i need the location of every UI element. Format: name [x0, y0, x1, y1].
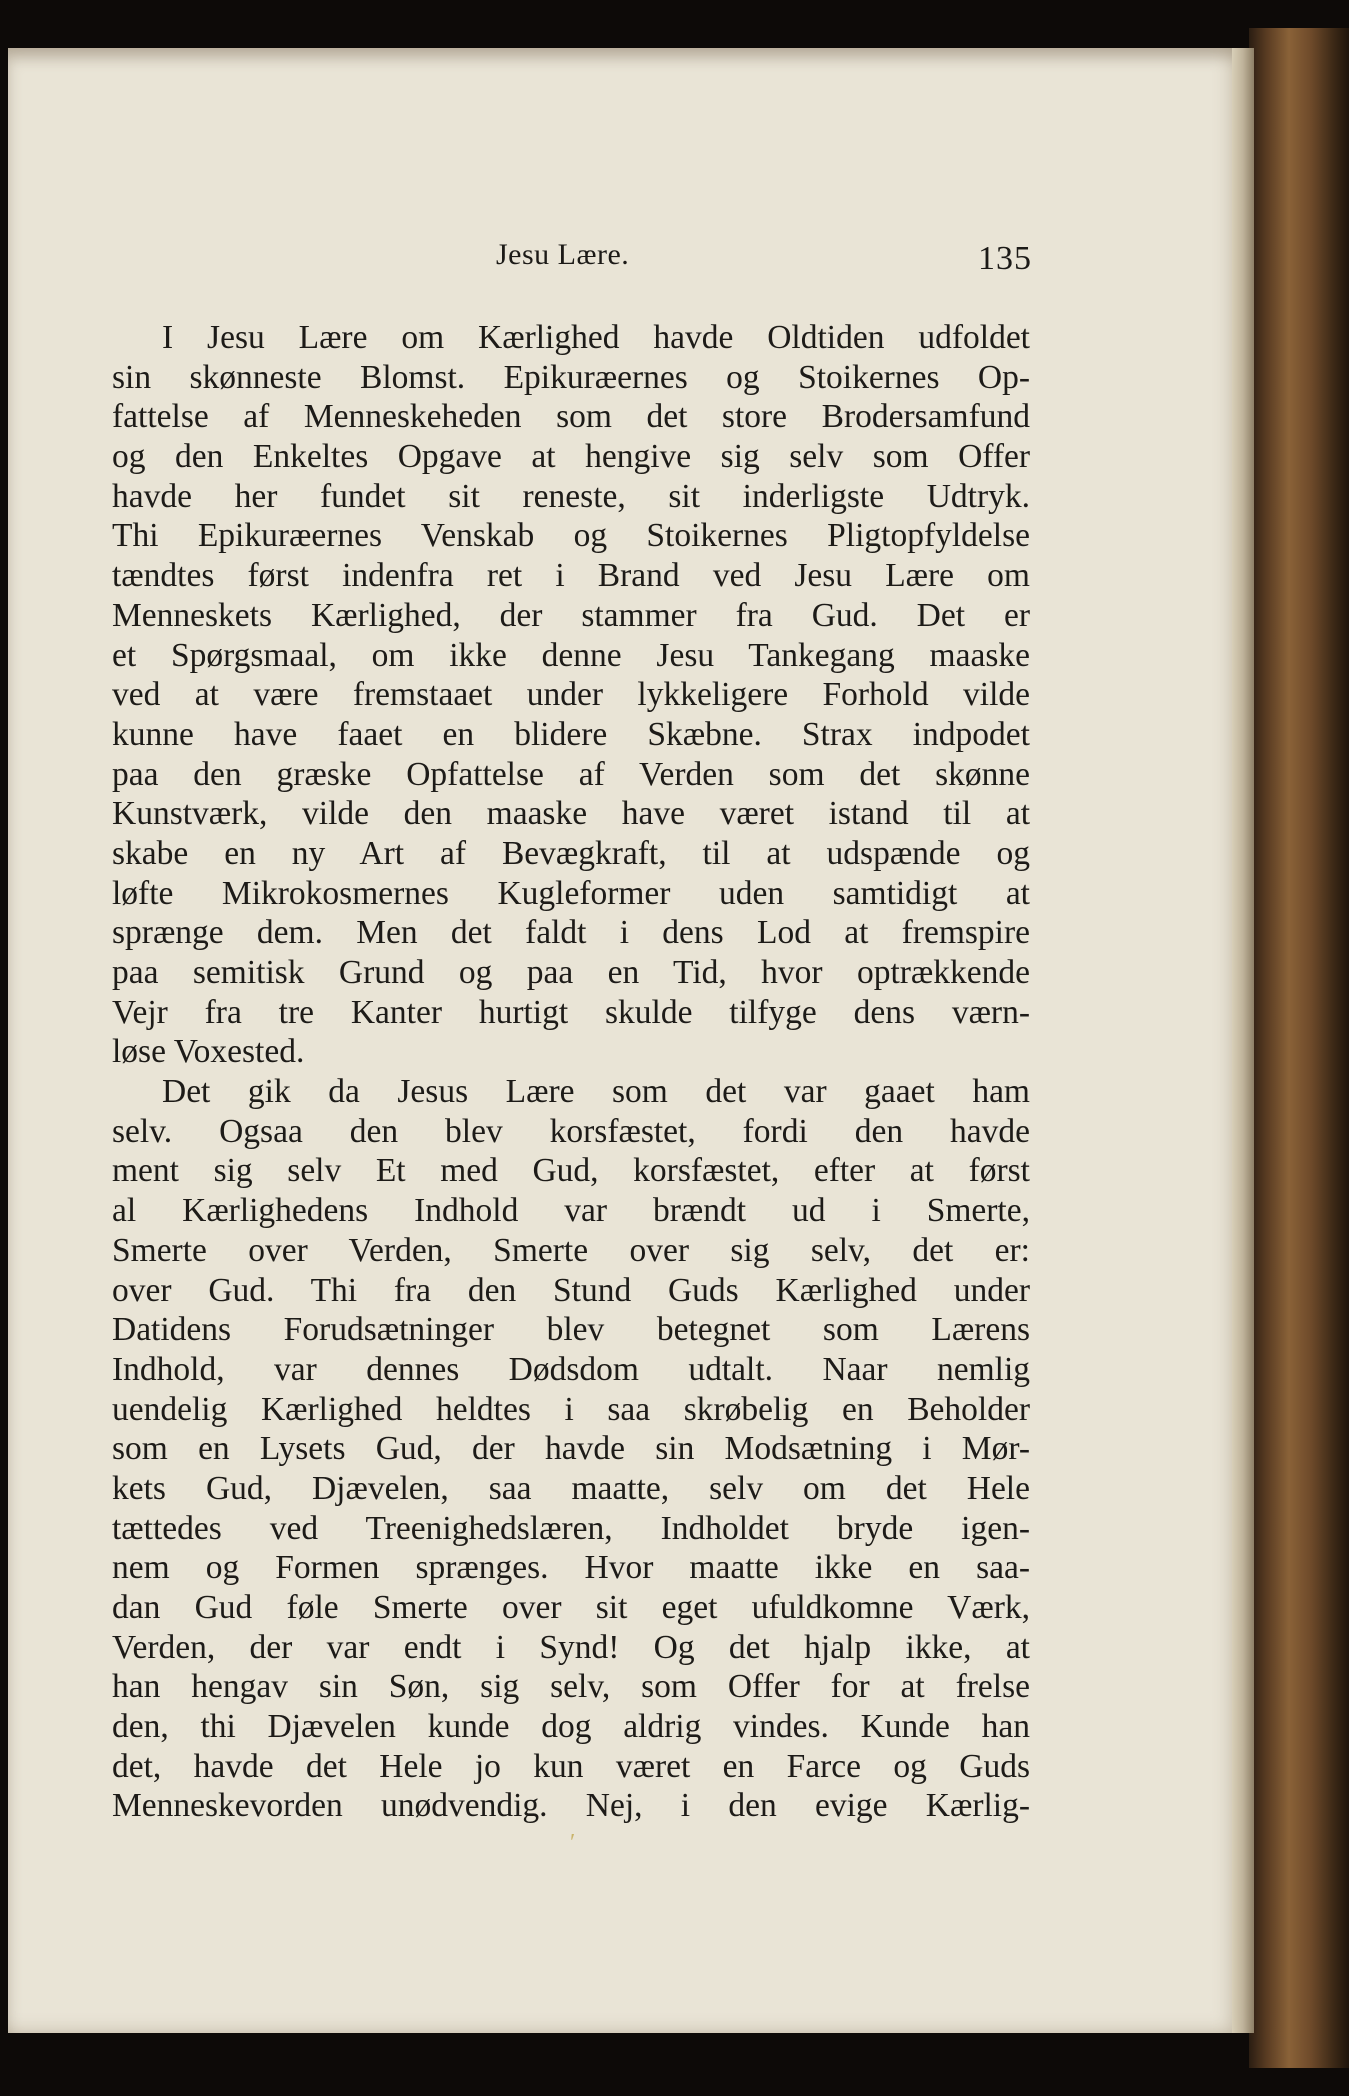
text-line: sprænge dem. Men det faldt i dens Lod at fremspire	[112, 914, 1030, 952]
text-line: selv. Ogsaa den blev korsfæstet, fordi den havde	[112, 1112, 1030, 1150]
text-line: over Gud. Thi fra den Stund Guds Kærlighed under	[112, 1271, 1030, 1309]
text-line: Det gik da Jesus Lære som det var gaaet ham	[162, 1073, 1030, 1111]
text-line: al Kærlighedens Indhold var brændt ud i Smerte,	[112, 1192, 1030, 1230]
text-line: Menneskets Kærlighed, der stammer fra Gud. Det er	[112, 596, 1030, 634]
text-line: som en Lysets Gud, der havde sin Modsætning i Mør-	[112, 1430, 1030, 1468]
text-line: Vejr fra tre Kanter hurtigt skulde tilfyge dens værn-	[112, 993, 1030, 1031]
text-line: han hengav sin Søn, sig selv, som Offer for at frelse	[112, 1668, 1030, 1706]
ink-speck: ′	[570, 1830, 576, 1856]
text-line: løfte Mikrokosmernes Kugleformer uden samtidigt at	[112, 874, 1030, 912]
text-line: kunne have faaet en blidere Skæbne. Strax indpodet	[112, 715, 1030, 753]
text-line: kets Gud, Djævelen, saa maatte, selv om det Hele	[112, 1469, 1030, 1507]
text-line: løse Voxested.	[112, 1033, 305, 1071]
text-line: Indhold, var dennes Dødsdom udtalt. Naar nemlig	[112, 1350, 1030, 1388]
text-line: paa semitisk Grund og paa en Tid, hvor optrækkende	[112, 954, 1030, 991]
text-line: og den Enkeltes Opgave at hengive sig selv som Offer	[112, 438, 1030, 476]
page-edge	[1232, 48, 1254, 2033]
text-line: ment sig selv Et med Gud, korsfæstet, efter at først	[112, 1152, 1030, 1190]
page-number: 135	[978, 240, 1032, 277]
text-line: Thi Epikuræernes Venskab og Stoikernes Pligtopfyldelse	[112, 517, 1030, 555]
text-line: ved at være fremstaaet under lykkeligere Forhold vilde	[112, 676, 1030, 714]
text-line: I Jesu Lære om Kærlighed havde Oldtiden udfoldet	[162, 319, 1030, 356]
book-spine	[1249, 28, 1349, 2068]
text-line: sin skønneste Blomst. Epikuræernes og Stoikernes Op-	[112, 358, 1030, 396]
text-line: paa den græske Opfattelse af Verden som det skønne	[112, 755, 1030, 793]
text-line: skabe en ny Art af Bevægkraft, til at udspænde og	[112, 834, 1030, 872]
page-body	[112, 318, 1030, 1826]
text-line: Verden, der var endt i Synd! Og det hjalp ikke, at	[112, 1628, 1030, 1666]
text-line: Smerte over Verden, Smerte over sig selv, det er:	[112, 1231, 1030, 1269]
text-line: havde her fundet sit reneste, sit inderligste Udtryk.	[112, 477, 1030, 515]
text-line: dan Gud føle Smerte over sit eget ufuldkomne Værk,	[112, 1589, 1030, 1626]
text-line: tændtes først indenfra ret i Brand ved Jesu Lære om	[112, 557, 1030, 595]
page-header	[8, 238, 1246, 288]
text-line: et Spørgsmaal, om ikke denne Jesu Tankegang maaske	[112, 636, 1030, 674]
running-title: Jesu Lære.	[496, 238, 630, 271]
text-line: tættedes ved Treenighedslæren, Indholdet bryde igen-	[112, 1509, 1030, 1547]
text-line: Datidens Forudsætninger blev betegnet som Lærens	[112, 1311, 1030, 1349]
text-line: det, havde det Hele jo kun været en Farce og Guds	[112, 1747, 1030, 1785]
paragraph-1	[112, 318, 1030, 1072]
paragraph-2	[112, 1072, 1030, 1826]
text-line: uendelig Kærlighed heldtes i saa skrøbelig en Beholder	[112, 1390, 1030, 1428]
text-line: fattelse af Menneskeheden som det store Brodersamfund	[112, 398, 1030, 436]
text-line: den, thi Djævelen kunde dog aldrig vindes. Kunde han	[112, 1708, 1030, 1746]
text-line: nem og Formen sprænges. Hvor maatte ikke en saa-	[112, 1549, 1030, 1587]
page-sheet	[8, 48, 1246, 2033]
text-line: Menneskevorden unødvendig. Nej, i den evige Kærlig-	[112, 1787, 1030, 1825]
text-line: Kunstværk, vilde den maaske have været istand til at	[112, 795, 1030, 833]
